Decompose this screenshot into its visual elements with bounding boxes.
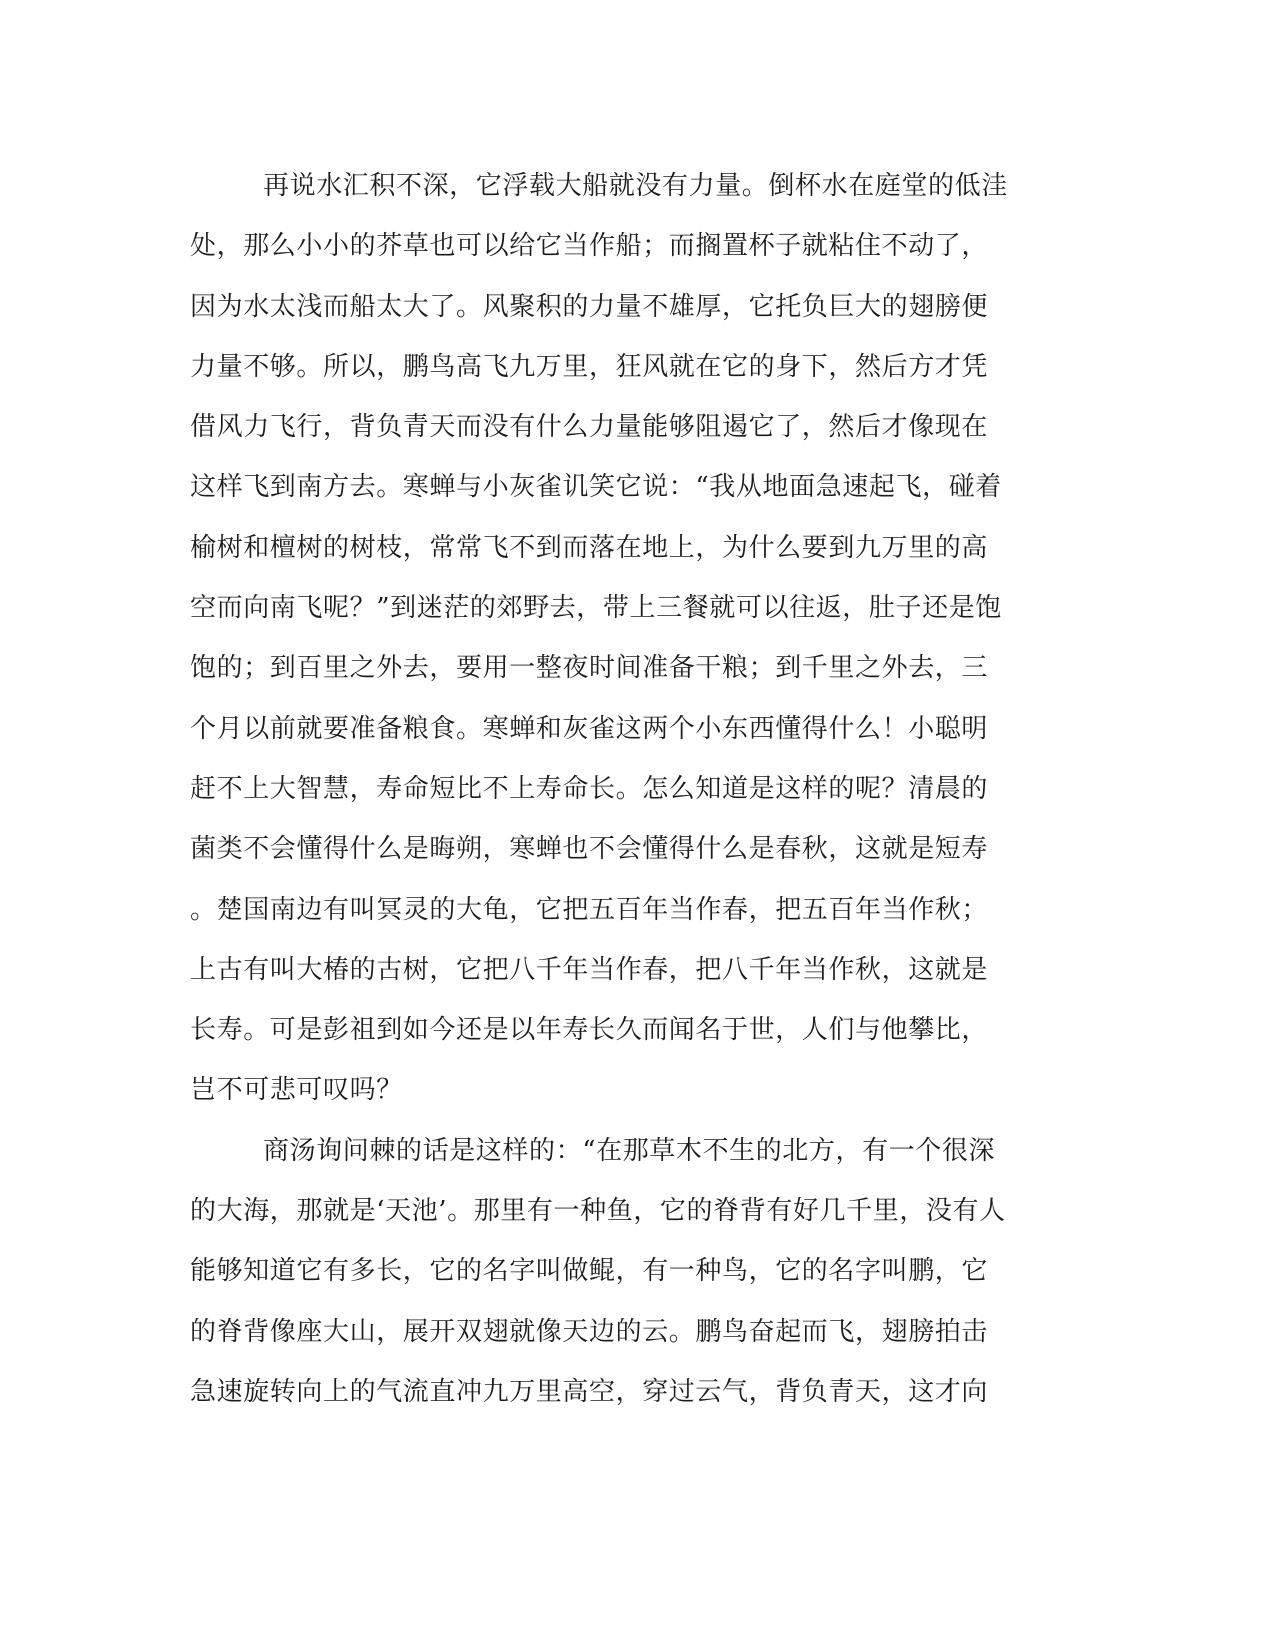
body-text (190, 156, 1080, 1422)
paragraph-2-line: 的大海，那就是‘天池’。那里有一种鱼，它的脊背有好几千里，没有人 (190, 1196, 1006, 1227)
paragraph-1-line: 这样飞到南方去。寒蝉与小灰雀讥笑它说：“我从地面急速起飞，碰着 (190, 472, 1002, 503)
paragraph-1-line: 处，那么小小的芥草也可以给它当作船；而搁置杯子就粘住不动了， (190, 231, 989, 262)
paragraph-1-line: 。楚国南边有叫冥灵的大龟，它把五百年当作春，把五百年当作秋； (190, 894, 989, 925)
paragraph-1-line: 长寿。可是彭祖到如今还是以年寿长久而闻名于世，人们与他攀比， (190, 1015, 989, 1046)
paragraph-1-line: 借风力飞行，背负青天而没有什么力量能够阻遏它了，然后才像现在 (190, 412, 989, 443)
paragraph-1-line: 力量不够。所以，鹏鸟高飞九万里，狂风就在它的身下，然后方才凭 (190, 351, 989, 382)
paragraph-1-line: 空而向南飞呢？”到迷茫的郊野去，带上三餐就可以往返，肚子还是饱 (190, 593, 1002, 624)
paragraph-1-line: 菌类不会懂得什么是晦朔，寒蝉也不会懂得什么是春秋，这就是短寿 (190, 834, 989, 865)
paragraph-2-line: 能够知道它有多长，它的名字叫做鲲，有一种鸟，它的名字叫鹏，它 (190, 1256, 989, 1287)
paragraph-1-line: 再说水汇积不深，它浮载大船就没有力量。倒杯水在庭堂的低洼 (263, 171, 1008, 201)
paragraph-1-line: 榆树和檀树的树枝，常常飞不到而落在地上，为什么要到九万里的高 (190, 532, 989, 563)
paragraph-2-line: 的脊背像座大山，展开双翅就像天边的云。鹏鸟奋起而飞，翅膀拍击 (190, 1316, 989, 1347)
paragraph-2-line: 商汤询问棘的话是这样的：“在那草木不生的北方，有一个很深 (263, 1135, 996, 1166)
paragraph-2-line: 急速旋转向上的气流直冲九万里高空，穿过云气，背负青天，这才向 (190, 1376, 989, 1407)
paragraph-1-line: 岂不可悲可叹吗？ (190, 1075, 403, 1106)
paragraph-1-line: 饱的；到百里之外去，要用一整夜时间准备干粮；到千里之外去，三 (190, 653, 989, 684)
paragraph-1-line: 个月以前就要准备粮食。寒蝉和灰雀这两个小东西懂得什么！小聪明 (190, 713, 989, 744)
paragraph-1-line: 上古有叫大椿的古树，它把八千年当作春，把八千年当作秋，这就是 (190, 954, 989, 985)
paragraph-1-line: 因为水太浅而船太大了。风聚积的力量不雄厚，它托负巨大的翅膀便 (190, 291, 989, 322)
paragraph-1-line: 赶不上大智慧，寿命短比不上寿命长。怎么知道是这样的呢？清晨的 (190, 773, 989, 804)
